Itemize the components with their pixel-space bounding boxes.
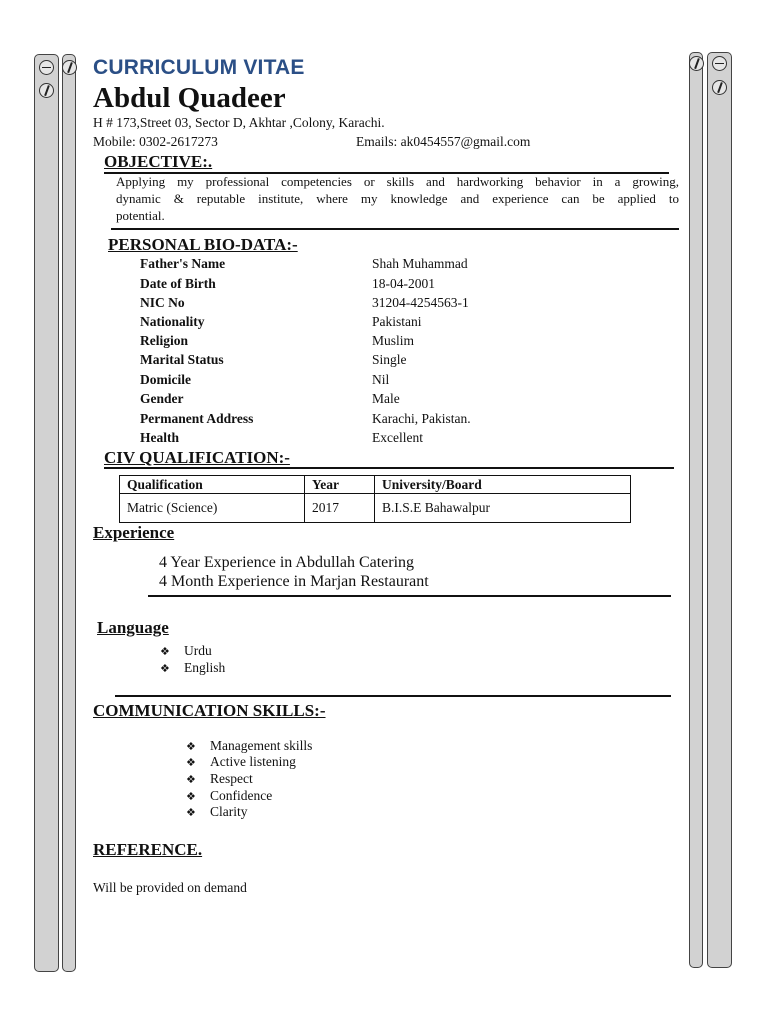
screw-icon <box>689 56 704 71</box>
table-cell: Matric (Science) <box>120 494 305 523</box>
document-title: CURRICULUM VITAE <box>93 56 305 79</box>
email-address: Emails: ak0454557@gmail.com <box>356 134 531 149</box>
screw-icon <box>712 80 727 95</box>
diamond-bullet-icon: ❖ <box>160 645 170 658</box>
skill-name: Confidence <box>210 788 273 803</box>
objective-heading: OBJECTIVE:. <box>104 152 213 171</box>
divider <box>104 467 674 469</box>
bio-value: Excellent <box>372 430 423 445</box>
diamond-bullet-icon: ❖ <box>186 773 196 786</box>
column-header: University/Board <box>375 476 631 494</box>
bio-label: Date of Birth <box>140 276 216 291</box>
bio-value: Nil <box>372 372 390 387</box>
mobile-number: Mobile: 0302-2617273 <box>93 134 218 149</box>
diamond-bullet-icon: ❖ <box>186 790 196 803</box>
left-binder-bar-outer <box>34 54 59 972</box>
list-item <box>160 643 212 659</box>
column-header: Year <box>305 476 375 494</box>
person-name: Abdul Quadeer <box>93 82 286 114</box>
bio-value: Single <box>372 352 407 367</box>
language-name: Urdu <box>184 643 212 658</box>
right-binder-bar-outer <box>707 52 732 968</box>
list-item <box>186 754 296 770</box>
left-binder-bar-inner <box>62 54 76 972</box>
objective-line: dynamic & reputable institute, where my knowledge and experience can be applied to <box>116 191 679 206</box>
qualification-heading: CIV QUALIFICATION:- <box>104 448 290 467</box>
divider <box>111 228 679 230</box>
right-binder-bar-inner <box>689 52 703 968</box>
bio-label: Domicile <box>140 372 191 387</box>
list-item <box>160 660 225 676</box>
table-cell: B.I.S.E Bahawalpur <box>375 494 631 523</box>
skill-name: Respect <box>210 771 253 786</box>
bio-label: Gender <box>140 391 184 406</box>
list-item <box>186 738 312 754</box>
language-heading: Language <box>97 618 169 637</box>
bio-label: Marital Status <box>140 352 224 367</box>
qualification-table <box>119 475 631 523</box>
reference-heading: REFERENCE. <box>93 840 203 859</box>
bio-label: NIC No <box>140 295 185 310</box>
list-item <box>186 771 253 787</box>
bio-label: Father's Name <box>140 256 226 271</box>
bio-label: Permanent Address <box>140 411 254 426</box>
communication-heading: COMMUNICATION SKILLS:- <box>93 701 326 720</box>
bio-value: Pakistani <box>372 314 422 329</box>
bio-label: Religion <box>140 333 189 348</box>
address: H # 173,Street 03, Sector D, Akhtar ,Colony, Karachi. <box>93 115 385 130</box>
table-header-row <box>120 476 631 494</box>
divider <box>115 695 671 697</box>
column-header: Qualification <box>120 476 305 494</box>
skill-name: Management skills <box>210 738 313 753</box>
screw-icon <box>39 83 54 98</box>
bio-value: Muslim <box>372 333 415 348</box>
bio-value: Shah Muhammad <box>372 256 468 271</box>
bio-label: Nationality <box>140 314 205 329</box>
reference-text: Will be provided on demand <box>93 880 247 895</box>
screw-icon <box>62 60 77 75</box>
diamond-bullet-icon: ❖ <box>160 662 170 675</box>
experience-heading: Experience <box>93 523 175 542</box>
bio-value: 18-04-2001 <box>372 276 435 291</box>
diamond-bullet-icon: ❖ <box>186 756 196 769</box>
list-item <box>186 788 272 804</box>
list-item <box>186 804 248 820</box>
bio-label: Health <box>140 430 179 445</box>
diamond-bullet-icon: ❖ <box>186 806 196 819</box>
skill-name: Active listening <box>210 754 296 769</box>
bio-value: Male <box>372 391 400 406</box>
objective-line: Applying my professional competencies or skills and hardworking behavior in a growing, <box>116 174 679 189</box>
objective-text <box>116 173 679 224</box>
objective-line: potential. <box>116 208 165 223</box>
bio-value: 31204-4254563-1 <box>372 295 469 310</box>
table-cell: 2017 <box>305 494 375 523</box>
diamond-bullet-icon: ❖ <box>186 740 196 753</box>
screw-icon <box>712 56 727 71</box>
table-row <box>120 494 631 523</box>
experience-item: 4 Year Experience in Abdullah Catering <box>159 554 415 571</box>
bio-heading: PERSONAL BIO-DATA:- <box>108 235 298 254</box>
skill-name: Clarity <box>210 804 248 819</box>
screw-icon <box>39 60 54 75</box>
experience-item: 4 Month Experience in Marjan Restaurant <box>159 573 429 590</box>
language-name: English <box>184 660 226 675</box>
bio-value: Karachi, Pakistan. <box>372 411 471 426</box>
divider <box>148 595 671 597</box>
